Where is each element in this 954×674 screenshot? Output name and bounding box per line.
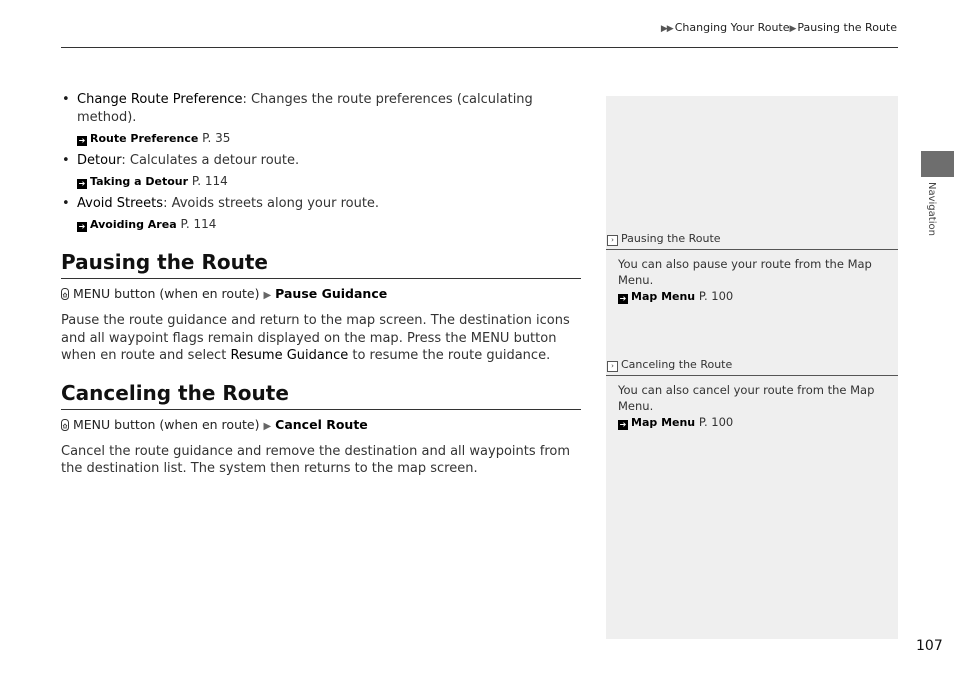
- reference-name: Route Preference: [90, 132, 199, 145]
- page-number: 107: [916, 638, 943, 654]
- list-item: [61, 152, 581, 170]
- reference-arrow-icon: ➔: [619, 294, 627, 303]
- list-item: [61, 91, 581, 127]
- bullet-term: Change Route Preference: [77, 92, 243, 107]
- bullet-term: Avoid Streets: [77, 196, 164, 211]
- section-paragraph: Cancel the route guidance and remove the destination and all waypoints from the destination list. The system then returns to the map screen.: [61, 443, 570, 476]
- note-body: [606, 250, 898, 305]
- paragraph-text: to resume the route guidance.: [348, 348, 551, 363]
- header-divider: [61, 47, 898, 48]
- reference-name: Avoiding Area: [90, 218, 177, 231]
- home-button-icon: [61, 419, 69, 431]
- paragraph-term: Resume Guidance: [230, 348, 349, 363]
- paragraph-text: Pause the route guidance and return to the map screen. The destination icons and all waypoint flags remain displayed on the map. Press the MENU button when en route and select: [61, 313, 570, 363]
- list-item: [61, 195, 581, 213]
- note-pausing: [606, 232, 898, 305]
- note-text: You can also pause your route from the Map Menu.: [618, 257, 872, 287]
- note-text: You can also cancel your route from the Map Menu.: [618, 383, 875, 413]
- chapter-tab[interactable]: [921, 151, 954, 177]
- reference-page: P. 35: [202, 131, 231, 145]
- reference-page: P. 114: [180, 217, 217, 231]
- chapter-tab-label: Navigation: [926, 182, 937, 236]
- note-heading-text: Canceling the Route: [621, 358, 733, 371]
- breadcrumb-arrow-icon: ▶▶: [660, 24, 673, 34]
- reference-arrow-icon: ➔: [78, 222, 86, 231]
- reference-name: Map Menu: [631, 416, 696, 429]
- reference-arrow-icon: ➔: [78, 179, 86, 188]
- triangle-arrow-icon: ▶: [263, 290, 272, 301]
- note-heading: [606, 232, 898, 250]
- menu-path: [61, 285, 581, 305]
- breadcrumb-item: Pausing the Route: [797, 21, 897, 34]
- triangle-arrow-icon: ▶: [263, 420, 272, 432]
- section-title-pausing: Pausing the Route: [61, 250, 581, 279]
- reference-arrow-icon: ➔: [619, 420, 627, 429]
- section-title-canceling: Canceling the Route: [61, 381, 581, 410]
- bullet-description: : Changes the route preferences (calculating method).: [77, 92, 533, 125]
- reference-page: P. 100: [698, 289, 734, 303]
- sidebar-notes: [606, 96, 898, 639]
- cross-reference[interactable]: [61, 215, 581, 234]
- breadcrumb-arrow-icon: ▶: [789, 24, 796, 34]
- breadcrumb: [661, 21, 897, 34]
- note-arrow-icon: ›: [607, 361, 618, 372]
- note-heading: [606, 358, 898, 376]
- section-paragraph: [61, 312, 581, 365]
- cross-reference[interactable]: [61, 129, 581, 148]
- bullet-description: : Calculates a detour route.: [121, 153, 300, 168]
- menu-path: [61, 416, 581, 436]
- home-button-icon: [61, 288, 69, 300]
- cross-reference[interactable]: [61, 172, 581, 191]
- menu-path-prefix: MENU button (when en route): [73, 416, 260, 432]
- cross-reference[interactable]: [618, 414, 886, 431]
- menu-path-prefix: MENU button (when en route): [73, 286, 260, 301]
- note-canceling: [606, 358, 898, 431]
- reference-arrow-icon: ➔: [78, 136, 86, 145]
- reference-page: P. 100: [698, 415, 734, 429]
- breadcrumb-item: Changing Your Route: [674, 21, 790, 34]
- reference-page: P. 114: [191, 174, 228, 188]
- menu-path-target: Pause Guidance: [275, 286, 388, 301]
- bullet-term: Detour: [77, 153, 122, 168]
- note-body: [606, 376, 898, 431]
- reference-name: Taking a Detour: [90, 175, 189, 188]
- menu-path-target: Cancel Route: [275, 416, 368, 432]
- cross-reference[interactable]: [618, 288, 886, 305]
- note-heading-text: Pausing the Route: [621, 232, 721, 245]
- bullet-description: : Avoids streets along your route.: [163, 196, 380, 211]
- note-arrow-icon: ›: [607, 235, 618, 246]
- main-content: [61, 91, 581, 478]
- reference-name: Map Menu: [631, 290, 696, 303]
